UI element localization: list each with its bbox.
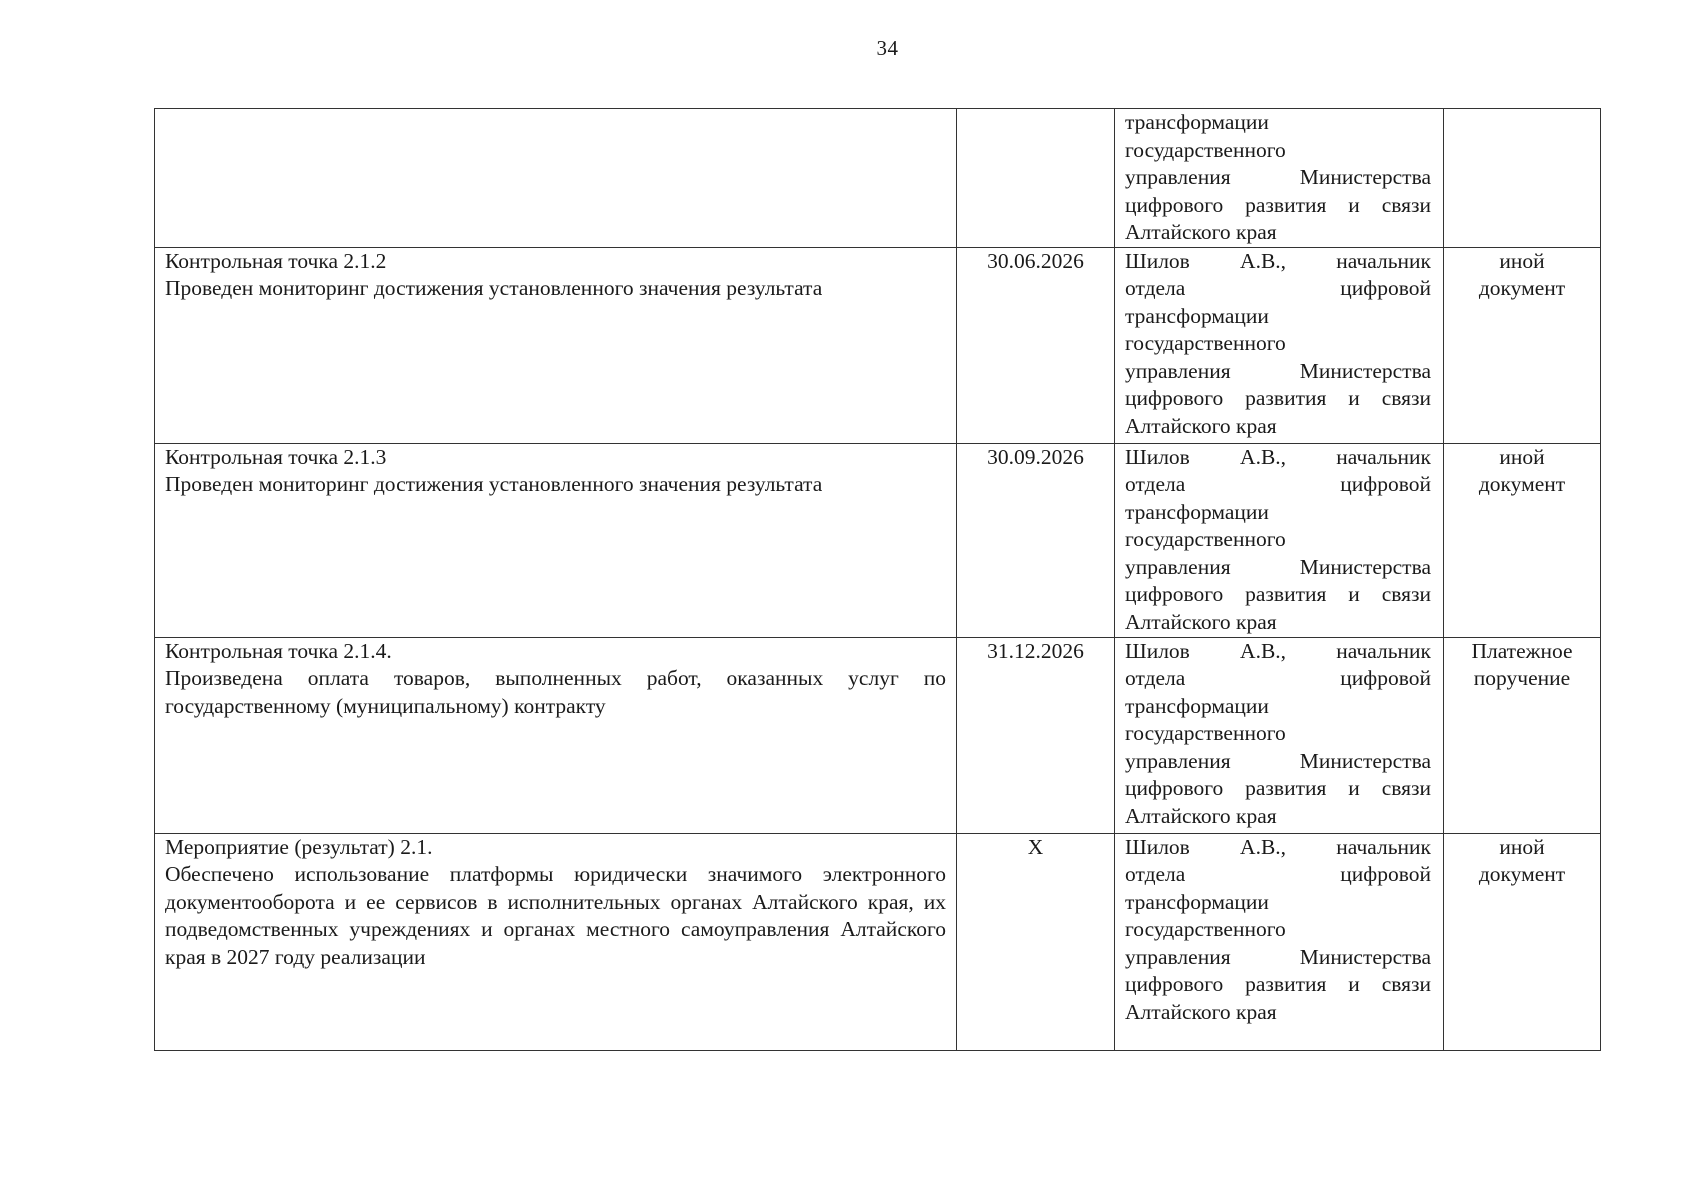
date-cell: 31.12.2026 xyxy=(957,637,1115,833)
responsible-line: трансформации xyxy=(1125,889,1269,914)
responsible-line: цифрового развития и связи xyxy=(1125,192,1431,217)
responsible-line: Алтайского края xyxy=(1125,413,1277,438)
responsible-line: Алтайского края xyxy=(1125,999,1277,1024)
document-cell: иной документ xyxy=(1444,443,1601,637)
responsible-line: управления Министерства xyxy=(1125,748,1431,773)
document-cell xyxy=(1444,109,1601,248)
table-row xyxy=(155,637,1601,833)
description-cell xyxy=(155,443,957,637)
row-body: Проведен мониторинг достижения установленного значения результата xyxy=(165,276,823,300)
table-row-continuation xyxy=(155,109,1601,248)
document-cell: Платежное поручение xyxy=(1444,637,1601,833)
row-title: Контрольная точка 2.1.3 xyxy=(165,444,387,469)
table-row xyxy=(155,833,1601,1050)
responsible-cell xyxy=(1115,443,1444,637)
responsible-line: цифрового развития и связи xyxy=(1125,972,1431,996)
page-number: 34 xyxy=(876,36,899,60)
responsible-line: цифрового развития и связи xyxy=(1125,776,1431,800)
row-title: Контрольная точка 2.1.2 xyxy=(165,248,387,273)
responsible-line: Алтайского края xyxy=(1125,220,1277,244)
responsible-line: управления Министерства xyxy=(1125,358,1431,383)
date-cell xyxy=(957,109,1115,248)
responsible-line: Алтайского края xyxy=(1125,803,1277,828)
responsible-line: трансформации xyxy=(1125,499,1269,524)
description-cell xyxy=(155,637,957,833)
row-title: Мероприятие (результат) 2.1. xyxy=(165,834,433,859)
responsible-line: трансформации xyxy=(1125,303,1269,328)
responsible-line: государственного xyxy=(1125,331,1286,355)
row-title: Контрольная точка 2.1.4. xyxy=(165,638,392,663)
responsible-line: отдела цифровой xyxy=(1125,276,1431,300)
description-cell xyxy=(155,833,957,1050)
table-row xyxy=(155,247,1601,443)
date-cell: 30.06.2026 xyxy=(957,247,1115,443)
control-points-table xyxy=(154,108,1601,1051)
responsible-line: государственного xyxy=(1125,721,1286,745)
date-cell: 30.09.2026 xyxy=(957,443,1115,637)
responsible-cell xyxy=(1115,833,1444,1050)
responsible-line: государственного xyxy=(1125,917,1286,941)
responsible-line: трансформации xyxy=(1125,693,1269,718)
document-cell: иной документ xyxy=(1444,247,1601,443)
responsible-line: государственного xyxy=(1125,527,1286,551)
responsible-line: управления Министерства xyxy=(1125,944,1431,969)
responsible-line: управления Министерства xyxy=(1125,165,1431,189)
responsible-line: Шилов А.В., начальник xyxy=(1125,834,1431,859)
responsible-line: отдела цифровой xyxy=(1125,862,1431,886)
responsible-line: отдела цифровой xyxy=(1125,666,1431,690)
responsible-line: трансформации xyxy=(1125,110,1269,134)
responsible-line: управления Министерства xyxy=(1125,554,1431,579)
responsible-cell xyxy=(1115,247,1444,443)
responsible-line: Шилов А.В., начальник xyxy=(1125,638,1431,663)
responsible-cell xyxy=(1115,637,1444,833)
description-cell xyxy=(155,109,957,248)
responsible-line: цифрового развития и связи xyxy=(1125,386,1431,410)
responsible-line: Шилов А.В., начальник xyxy=(1125,248,1431,273)
responsible-line: цифрового развития и связи xyxy=(1125,582,1431,606)
row-body: Проведен мониторинг достижения установленного значения результата xyxy=(165,472,823,496)
responsible-line: государственного xyxy=(1125,137,1286,162)
responsible-line: Алтайского края xyxy=(1125,609,1277,634)
date-cell: Х xyxy=(957,833,1115,1050)
responsible-line: Шилов А.В., начальник xyxy=(1125,444,1431,469)
responsible-cell xyxy=(1115,109,1444,248)
row-body: Произведена оплата товаров, выполненных работ, оказанных услуг по государственному (муниципальному) контракту xyxy=(165,666,946,718)
description-cell xyxy=(155,247,957,443)
table-row xyxy=(155,443,1601,637)
responsible-line: отдела цифровой xyxy=(1125,472,1431,496)
row-body: Обеспечено использование платформы юридически значимого электронного документооборота и ее сервисов в исполнительных органах Алтайского края, их подведомственных учреждениях и органах местного самоуправления Алтайского края в 2027 году реализации xyxy=(165,862,946,969)
document-cell: иной документ xyxy=(1444,833,1601,1050)
